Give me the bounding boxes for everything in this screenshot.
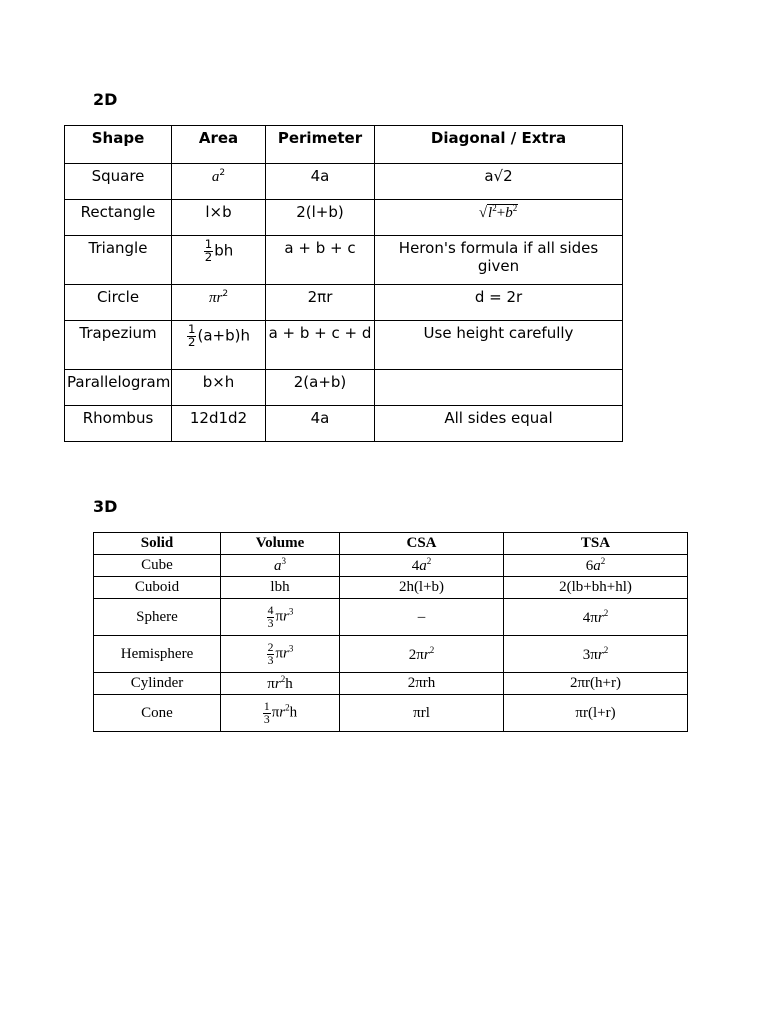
cell-area-formula: $\frac{1}{2}$ (a+b)h — [172, 321, 266, 370]
cell-solid: Cylinder — [94, 673, 221, 695]
table-row — [94, 636, 688, 673]
cell-csa: 2h(l+b) — [340, 577, 504, 599]
cell-shape: Square — [65, 164, 172, 200]
cell-shape: Trapezium — [65, 321, 172, 370]
cell-area: l×b — [172, 200, 266, 236]
cell-area-formula: $a^2$ — [172, 164, 266, 200]
cell-extra-formula: a√2 — [375, 164, 623, 200]
header-csa: CSA — [340, 533, 504, 555]
table-row — [65, 236, 623, 285]
heading-2d: 2D — [93, 90, 118, 109]
cell-perimeter: 4a — [266, 406, 375, 442]
header-diagonal-extra: Diagonal / Extra — [375, 126, 623, 164]
cell-tsa: 2πr(h+r) — [504, 673, 688, 695]
cell-solid: Sphere — [94, 599, 221, 636]
cell-volume-formula: $\frac{2}{3}$ $\pi r^3$ — [221, 636, 340, 673]
cell-solid: Hemisphere — [94, 636, 221, 673]
table-row — [65, 285, 623, 321]
table-row — [65, 406, 623, 442]
cell-perimeter: a + b + c + d — [266, 321, 375, 370]
cell-csa: 2πrh — [340, 673, 504, 695]
header-shape: Shape — [65, 126, 172, 164]
cell-perimeter: a + b + c — [266, 236, 375, 285]
cell-tsa-formula: $4\pi r^2$ — [504, 599, 688, 636]
table-row — [94, 695, 688, 732]
header-tsa: TSA — [504, 533, 688, 555]
cell-area: b×h — [172, 370, 266, 406]
cell-csa: – — [340, 599, 504, 636]
cell-tsa: 2(lb+bh+hl) — [504, 577, 688, 599]
cell-area-formula: $\frac{1}{2}$ bh — [172, 236, 266, 285]
header-area: Area — [172, 126, 266, 164]
table-row — [65, 321, 623, 370]
cell-solid: Cuboid — [94, 577, 221, 599]
cell-tsa: πr(l+r) — [504, 695, 688, 732]
cell-volume-formula: $a^3$ — [221, 555, 340, 577]
cell-volume-formula: $\frac{4}{3}$ $\pi r^3$ — [221, 599, 340, 636]
header-solid: Solid — [94, 533, 221, 555]
table-3d-solids — [93, 532, 688, 732]
cell-extra — [375, 370, 623, 406]
cell-solid: Cube — [94, 555, 221, 577]
table-row — [94, 555, 688, 577]
cell-csa-formula: $4a^2$ — [340, 555, 504, 577]
cell-extra: d = 2r — [375, 285, 623, 321]
table-row — [94, 599, 688, 636]
cell-solid: Cone — [94, 695, 221, 732]
cell-shape: Rhombus — [65, 406, 172, 442]
cell-perimeter: 4a — [266, 164, 375, 200]
table-row — [94, 673, 688, 695]
cell-extra: Use height carefully — [375, 321, 623, 370]
cell-area-formula: $\pi r^2$ — [172, 285, 266, 321]
cell-csa-formula: $2\pi r^2$ — [340, 636, 504, 673]
table-2d-shapes — [64, 125, 623, 442]
table-row — [65, 370, 623, 406]
cell-perimeter: 2(a+b) — [266, 370, 375, 406]
cell-volume-formula: $\pi r^2h$ — [221, 673, 340, 695]
table-header-row — [94, 533, 688, 555]
cell-perimeter: 2(l+b) — [266, 200, 375, 236]
table-row — [65, 164, 623, 200]
table-row — [65, 200, 623, 236]
cell-shape: Rectangle — [65, 200, 172, 236]
cell-tsa-formula: $6a^2$ — [504, 555, 688, 577]
cell-volume: lbh — [221, 577, 340, 599]
cell-area: 12d1d2 — [172, 406, 266, 442]
cell-tsa-formula: $3\pi r^2$ — [504, 636, 688, 673]
cell-perimeter: 2πr — [266, 285, 375, 321]
table-header-row — [65, 126, 623, 164]
header-perimeter: Perimeter — [266, 126, 375, 164]
cell-volume-formula: $\frac{1}{3}$ $\pi r^2h$ — [221, 695, 340, 732]
cell-extra: All sides equal — [375, 406, 623, 442]
heading-3d: 3D — [93, 497, 118, 516]
cell-shape: Circle — [65, 285, 172, 321]
cell-extra: Heron's formula if all sides given — [375, 236, 623, 285]
table-row — [94, 577, 688, 599]
cell-csa: πrl — [340, 695, 504, 732]
cell-shape: Triangle — [65, 236, 172, 285]
cell-shape: Parallelogram — [65, 370, 172, 406]
cell-extra-formula: $√l^2+b^2$ — [375, 200, 623, 236]
header-volume: Volume — [221, 533, 340, 555]
